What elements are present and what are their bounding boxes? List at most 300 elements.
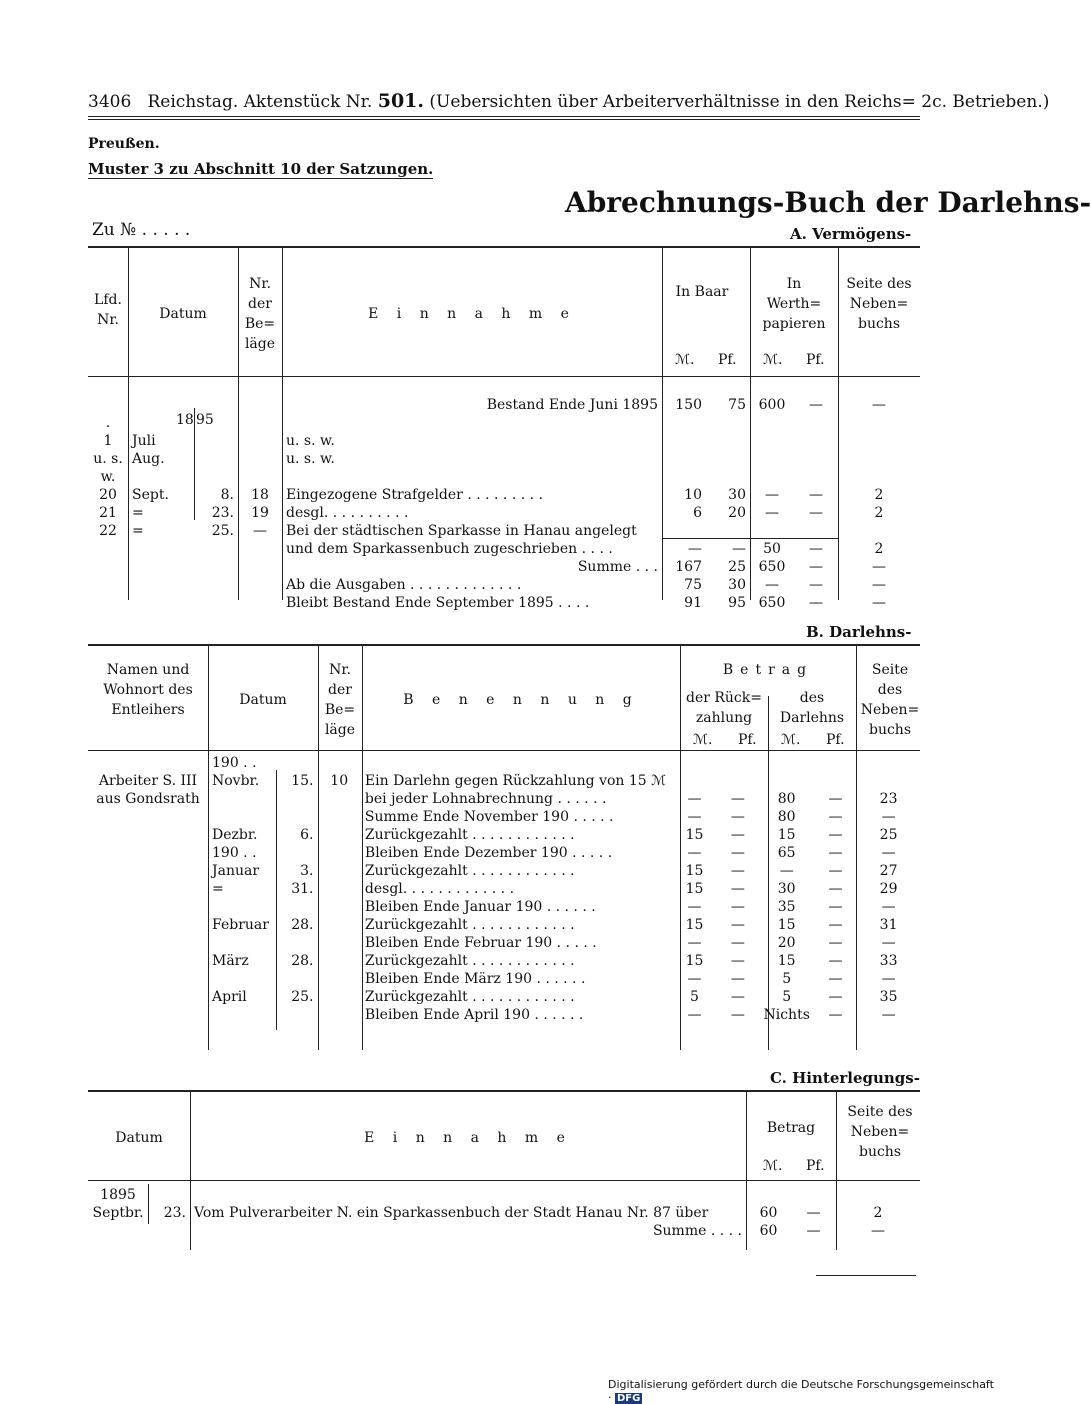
seite-cell — [838, 414, 920, 432]
seite-cell: — — [881, 899, 896, 915]
darl-pf-cell: — — [828, 809, 843, 825]
beilage-cell: 10 — [330, 773, 349, 789]
month-cell: Novbr. — [212, 773, 260, 789]
header-text: Reichstag. Aktenstück Nr. — [147, 92, 373, 112]
month-cell: 190 . . — [212, 845, 257, 861]
day-cell: 23. — [211, 505, 234, 521]
werth-m-cell: — — [765, 577, 779, 593]
baar-pf-cell: — — [732, 541, 746, 557]
baar-m-cell: 75 — [684, 577, 702, 593]
day-cell — [276, 790, 318, 808]
rueck-pf-cell: — — [730, 791, 745, 807]
year-part-1: 18 — [176, 412, 194, 428]
baar-pf-cell: 25 — [728, 559, 746, 575]
werth-pf-header: Pf. — [806, 352, 825, 368]
rueck-m-cell: 15 — [685, 863, 704, 879]
seite-cell: 31 — [879, 917, 898, 933]
werth-pf-cell — [794, 414, 838, 432]
baar-pf-header: Pf. — [718, 352, 737, 368]
day-cell: 3. — [300, 863, 314, 879]
rueck-pf-cell: — — [730, 917, 745, 933]
benennung-cell: bei jeder Lohnabrechnung . . . . . . — [364, 791, 607, 807]
einnahme-cell: und dem Sparkassenbuch zugeschrieben . . . . — [286, 541, 613, 557]
month-cell: 190 . . — [212, 755, 257, 771]
table-row — [88, 504, 920, 522]
lfd-cell: 21 — [99, 505, 117, 521]
rueck-pf-cell: — — [730, 899, 745, 915]
col-darl-header: des Darlehns — [779, 690, 845, 726]
baar-m-cell: 6 — [693, 505, 702, 521]
beilage-cell — [318, 970, 361, 988]
darl-pf-cell: — — [828, 971, 843, 987]
baar-m-cell: 91 — [684, 595, 702, 611]
beilage-cell — [238, 594, 282, 612]
einnahme-cell: Bleibt Bestand Ende September 1895 . . . . — [286, 595, 590, 611]
c-pf-header: Pf. — [806, 1158, 825, 1174]
baar-pf-cell: 30 — [728, 577, 746, 593]
table-row — [208, 970, 920, 988]
beilage-cell — [318, 844, 361, 862]
section-b-title: B. Darlehns- — [806, 623, 912, 641]
baar-pf-cell — [706, 432, 750, 450]
einnahme-cell: Eingezogene Strafgelder . . . . . . . . . — [286, 487, 543, 503]
month-cell: 1895 — [100, 1187, 136, 1203]
werth-pf-cell — [794, 432, 838, 450]
col-lfd-header: Lfd. Nr. — [94, 292, 122, 328]
state-label: Preußen. — [88, 136, 160, 152]
betrag-pf-cell: — — [806, 1223, 821, 1239]
day-cell: 28. — [291, 953, 314, 969]
seite-cell: 2 — [874, 505, 884, 521]
darl-m-cell: 15 — [777, 953, 796, 969]
rueck-m-cell — [673, 772, 716, 790]
col-datum-c-header: Datum — [115, 1130, 163, 1146]
seite-cell: — — [881, 809, 896, 825]
day-cell: 23. — [163, 1205, 186, 1221]
day-cell — [276, 1006, 318, 1024]
month-cell: Juli — [132, 433, 156, 449]
rueck-m-cell: — — [687, 1007, 702, 1023]
running-header — [88, 90, 1049, 112]
einnahme-cell: Summe . . . . — [652, 1223, 742, 1239]
werth-m-cell — [750, 450, 794, 486]
day-cell — [276, 970, 318, 988]
baar-m-cell: — — [688, 541, 702, 557]
day-cell — [194, 576, 238, 594]
rueck-pf-cell: — — [730, 863, 745, 879]
werth-m-cell: — — [765, 505, 779, 521]
benennung-cell — [361, 754, 673, 772]
rueck-pf-cell: — — [730, 935, 745, 951]
rueck-m-cell: 15 — [685, 881, 704, 897]
baar-pf-cell: 30 — [728, 487, 746, 503]
section-c-title: C. Hinterlegungs- — [770, 1069, 920, 1087]
seite-cell — [838, 450, 920, 486]
col-einnahme-c-header: E i n n a h m e — [364, 1130, 572, 1146]
month-cell: Januar — [212, 863, 260, 879]
day-cell — [148, 1186, 190, 1204]
seite-cell: — — [881, 971, 896, 987]
benennung-cell: Zurückgezahlt . . . . . . . . . . . . — [364, 863, 575, 879]
beilage-cell — [238, 576, 282, 594]
beilage-cell — [318, 790, 361, 808]
darl-m-header: ℳ. — [781, 732, 801, 748]
baar-m-cell — [662, 432, 706, 450]
werth-m-cell: 50 — [763, 541, 781, 557]
col-seite-c-header: Seite des Neben= buchs — [847, 1104, 913, 1160]
seite-cell — [838, 522, 920, 540]
day-cell — [276, 898, 318, 916]
seite-cell: 27 — [879, 863, 898, 879]
month-cell — [128, 558, 194, 576]
lfd-cell: u. s. w. — [93, 451, 123, 485]
rueck-m-cell: 15 — [685, 953, 704, 969]
seite-cell: 2 — [874, 487, 884, 503]
month-cell — [128, 594, 194, 612]
benennung-cell: desgl. . . . . . . . . . . . . — [364, 881, 515, 897]
table-row — [208, 790, 920, 808]
betrag-m-cell: 60 — [759, 1205, 778, 1221]
day-cell — [194, 432, 238, 450]
seite-cell: 33 — [879, 953, 898, 969]
header-rule — [88, 116, 920, 117]
month-cell: = — [132, 505, 144, 521]
doc-number: 501. — [377, 90, 425, 112]
baar-m-cell: 167 — [675, 559, 702, 575]
month-cell — [208, 808, 276, 826]
benennung-cell: Zurückgezahlt . . . . . . . . . . . . — [364, 917, 575, 933]
header-rule-2 — [88, 119, 920, 120]
col-namen-header: Namen und Wohnort des Entleihers — [103, 662, 193, 718]
rueck-pf-cell: — — [730, 845, 745, 861]
main-title: Abrechnungs-Buch der Darlehns- — [565, 186, 1091, 219]
benennung-cell: Zurückgezahlt . . . . . . . . . . . . — [364, 827, 575, 843]
table-row — [88, 1222, 920, 1240]
seite-cell: 2 — [874, 541, 884, 557]
section-c-table — [88, 1186, 920, 1240]
werth-pf-cell: — — [809, 541, 823, 557]
benennung-cell: Summe Ende November 190 . . . . . — [364, 809, 614, 825]
einnahme-cell: u. s. w. — [286, 451, 335, 467]
seite-cell: — — [881, 1007, 896, 1023]
zu-nummer: Zu № . . . . . — [92, 220, 191, 240]
table-row — [208, 880, 920, 898]
rueck-pf-cell: — — [730, 971, 745, 987]
muster-label: Muster 3 zu Abschnitt 10 der Satzungen. — [88, 160, 434, 178]
rueck-m-cell: — — [687, 845, 702, 861]
lfd-cell: . — [105, 415, 111, 431]
darl-pf-cell: — — [828, 881, 843, 897]
darl-pf-cell: — — [828, 827, 843, 843]
werth-m-cell: 650 — [758, 559, 786, 575]
beilage-cell — [318, 880, 361, 898]
rueck-m-cell: — — [687, 791, 702, 807]
werth-pf-cell: — — [809, 559, 823, 575]
beilage-cell — [318, 754, 361, 772]
col-beilage-b-header: Nr. der Be= läge — [324, 662, 356, 738]
benennung-cell: Bleiben Ende Februar 190 . . . . . — [364, 935, 597, 951]
benennung-cell: Zurückgezahlt . . . . . . . . . . . . — [364, 989, 575, 1005]
darl-m-cell: 5 — [782, 989, 792, 1005]
seite-cell: 2 — [873, 1205, 883, 1221]
baar-m-cell: 10 — [684, 487, 702, 503]
day-cell — [194, 558, 238, 576]
darl-m-cell: 15 — [777, 917, 796, 933]
darl-pf-header: Pf. — [826, 732, 845, 748]
day-cell — [276, 754, 318, 772]
betrag-m-cell — [746, 1186, 791, 1204]
section-a-title: A. Vermögens- — [790, 225, 912, 243]
table-row — [208, 916, 920, 934]
month-cell — [208, 970, 276, 988]
lfd-cell — [88, 396, 128, 414]
beilage-cell — [318, 808, 361, 826]
werth-pf-cell: — — [809, 397, 823, 413]
baar-pf-cell — [706, 450, 750, 486]
baar-pf-cell: 20 — [728, 505, 746, 521]
header-subtitle: (Uebersichten über Arbeiterverhältnisse in den Reichs= 2c. Betrieben.) — [429, 92, 1050, 112]
col-seite-b-header: Seite des Neben= buchs — [860, 662, 920, 738]
table-row — [88, 432, 920, 450]
darl-m-cell: 15 — [777, 827, 796, 843]
table-row — [88, 414, 920, 432]
table-row — [88, 486, 920, 504]
col-seite-header: Seite des Neben= buchs — [846, 276, 912, 332]
baar-m-header: ℳ. — [675, 352, 695, 368]
section-b-table — [208, 754, 920, 1024]
day-cell: 25. — [211, 523, 234, 539]
col-betrag-header: Betrag — [722, 662, 814, 678]
col-baar-header: In Baar — [675, 284, 729, 300]
rueck-m-cell: 15 — [685, 917, 704, 933]
day-cell: 25. — [291, 989, 314, 1005]
table-row — [208, 952, 920, 970]
darl-pf-cell: — — [828, 863, 843, 879]
month-cell — [208, 790, 276, 808]
seite-cell — [857, 754, 920, 772]
month-cell: Sept. — [132, 487, 169, 503]
seite-cell: — — [872, 577, 886, 593]
beilage-cell: 19 — [251, 505, 269, 521]
beilage-cell — [318, 826, 361, 844]
col-betrag-c-header: Betrag — [766, 1120, 816, 1136]
einnahme-cell: u. s. w. — [286, 433, 335, 449]
rueck-m-cell: — — [687, 899, 702, 915]
darl-m-cell: 80 — [777, 809, 796, 825]
beilage-cell — [318, 1006, 361, 1024]
einnahme-cell: Bei der städtischen Sparkasse in Hanau angelegt — [286, 523, 637, 539]
month-cell: Aug. — [132, 451, 165, 467]
seite-cell: — — [872, 397, 886, 413]
table-row — [88, 1186, 920, 1204]
month-cell: Dezbr. — [212, 827, 258, 843]
rueck-pf-cell — [716, 772, 759, 790]
darl-pf-cell: — — [828, 953, 843, 969]
year-part-2: 95 — [196, 412, 214, 428]
day-cell — [194, 414, 238, 432]
werth-pf-cell: — — [809, 487, 823, 503]
darl-m-cell: — — [779, 863, 794, 879]
day-cell — [194, 450, 238, 486]
darl-m-cell: 80 — [777, 791, 796, 807]
einnahme-cell — [190, 1186, 746, 1204]
baar-pf-cell: 95 — [728, 595, 746, 611]
baar-m-cell: 150 — [675, 397, 702, 413]
day-cell — [148, 1222, 190, 1240]
darl-pf-cell — [814, 754, 857, 772]
beilage-cell — [238, 396, 282, 414]
table-row — [88, 558, 920, 576]
beilage-cell: 18 — [251, 487, 269, 503]
baar-pf-cell: 75 — [728, 397, 746, 413]
beilage-cell — [238, 558, 282, 576]
lfd-cell: 22 — [99, 523, 117, 539]
beilage-cell — [318, 898, 361, 916]
day-cell — [276, 844, 318, 862]
einnahme-cell: Vom Pulverarbeiter N. ein Sparkassenbuch der Stadt Hanau Nr. 87 über — [194, 1205, 709, 1221]
table-row — [208, 1006, 920, 1024]
beilage-cell — [318, 862, 361, 880]
darl-m-cell: Nichts — [763, 1007, 810, 1023]
month-cell: März — [212, 953, 249, 969]
lfd-cell: 1 — [103, 433, 113, 449]
entleiher-name: Arbeiter S. III aus Gondsrath — [96, 773, 200, 807]
seite-cell — [838, 432, 920, 450]
baar-m-cell — [662, 414, 706, 432]
einnahme-cell: Bestand Ende Juni 1895 — [486, 397, 658, 413]
darl-m-cell: 30 — [777, 881, 796, 897]
darl-m-cell — [759, 772, 813, 790]
table-row — [208, 988, 920, 1006]
betrag-m-cell: 60 — [759, 1223, 778, 1239]
month-cell — [128, 396, 194, 414]
table-row — [88, 396, 920, 414]
col-beilage-header: Nr. der Be= läge — [244, 276, 276, 352]
darl-pf-cell: — — [828, 989, 843, 1005]
page-number: 3406 — [88, 92, 132, 112]
lfd-cell: 20 — [99, 487, 117, 503]
footer — [608, 1378, 1000, 1404]
rueck-m-cell: 15 — [685, 827, 704, 843]
darl-pf-cell — [814, 772, 857, 790]
seite-cell — [857, 772, 920, 790]
seite-cell: — — [881, 935, 896, 951]
table-row — [88, 450, 920, 486]
month-cell — [208, 934, 276, 952]
darl-m-cell: 35 — [777, 899, 796, 915]
table-row — [88, 540, 920, 558]
darl-pf-cell: — — [828, 1007, 843, 1023]
table-row — [88, 576, 920, 594]
benennung-cell: Bleiben Ende Dezember 190 . . . . . — [364, 845, 613, 861]
beilage-cell — [318, 916, 361, 934]
seite-cell: 25 — [879, 827, 898, 843]
rueck-pf-cell: — — [730, 1007, 745, 1023]
baar-pf-cell — [706, 414, 750, 432]
table-row — [208, 772, 920, 790]
col-datum-b-header: Datum — [239, 692, 287, 708]
beilage-cell — [318, 988, 361, 1006]
einnahme-cell: desgl. . . . . . . . . . — [286, 505, 409, 521]
table-row — [208, 808, 920, 826]
table-row — [208, 862, 920, 880]
baar-m-cell — [662, 450, 706, 486]
day-cell: 8. — [220, 487, 234, 503]
beilage-cell — [238, 414, 282, 432]
month-cell — [128, 414, 194, 432]
seite-cell: — — [881, 845, 896, 861]
werth-pf-cell: — — [809, 595, 823, 611]
month-cell: = — [212, 881, 224, 897]
table-row — [208, 898, 920, 916]
day-cell — [276, 934, 318, 952]
beilage-cell: — — [253, 523, 267, 539]
col-rueck-header: der Rück= zahlung — [685, 690, 762, 726]
benennung-cell: Bleiben Ende März 190 . . . . . . — [364, 971, 586, 987]
darl-pf-cell: — — [828, 899, 843, 915]
beilage-cell — [318, 934, 361, 952]
rueck-pf-cell: — — [730, 881, 745, 897]
rueck-m-cell — [673, 754, 716, 772]
darl-m-cell: 65 — [777, 845, 796, 861]
table-row — [208, 826, 920, 844]
month-cell: April — [212, 989, 247, 1005]
day-cell — [194, 396, 238, 414]
darl-m-cell — [759, 754, 813, 772]
rueck-m-header: ℳ. — [693, 732, 713, 748]
rueck-pf-cell: — — [730, 809, 745, 825]
rueck-pf-cell: — — [730, 827, 745, 843]
beilage-cell — [238, 432, 282, 450]
seite-cell: — — [872, 595, 886, 611]
werth-m-cell — [750, 432, 794, 450]
lfd-cell — [88, 576, 128, 594]
werth-pf-cell: — — [809, 577, 823, 593]
benennung-cell: Bleiben Ende April 190 . . . . . . — [364, 1007, 584, 1023]
c-m-header: ℳ. — [763, 1158, 783, 1174]
darl-pf-cell: — — [828, 845, 843, 861]
rueck-m-cell: — — [687, 809, 702, 825]
rueck-m-cell: — — [687, 935, 702, 951]
day-cell: 6. — [300, 827, 314, 843]
month-cell — [208, 1006, 276, 1024]
benennung-cell: Zurückgezahlt . . . . . . . . . . . . — [364, 953, 575, 969]
seite-cell: 35 — [879, 989, 898, 1005]
day-cell — [194, 594, 238, 612]
beilage-cell — [318, 952, 361, 970]
benennung-cell: Bleiben Ende Januar 190 . . . . . . — [364, 899, 596, 915]
month-cell: Februar — [212, 917, 269, 933]
day-cell: 15. — [291, 773, 314, 789]
darl-pf-cell: — — [828, 935, 843, 951]
day-cell: 31. — [291, 881, 314, 897]
werth-m-header: ℳ. — [763, 352, 783, 368]
seite-cell: — — [871, 1223, 885, 1239]
werth-m-cell: 600 — [758, 397, 786, 413]
werth-m-cell — [750, 414, 794, 432]
month-cell: = — [132, 523, 144, 539]
day-cell: 28. — [291, 917, 314, 933]
beilage-cell — [238, 450, 282, 486]
lfd-cell — [88, 594, 128, 612]
table-row — [88, 1204, 920, 1222]
rueck-m-cell: 5 — [690, 989, 699, 1005]
section-a-table — [88, 396, 920, 612]
werth-pf-cell — [794, 450, 838, 486]
col-werth-header: In Werth= papieren — [762, 276, 826, 332]
werth-m-cell: — — [765, 487, 779, 503]
seite-cell: 23 — [879, 791, 898, 807]
